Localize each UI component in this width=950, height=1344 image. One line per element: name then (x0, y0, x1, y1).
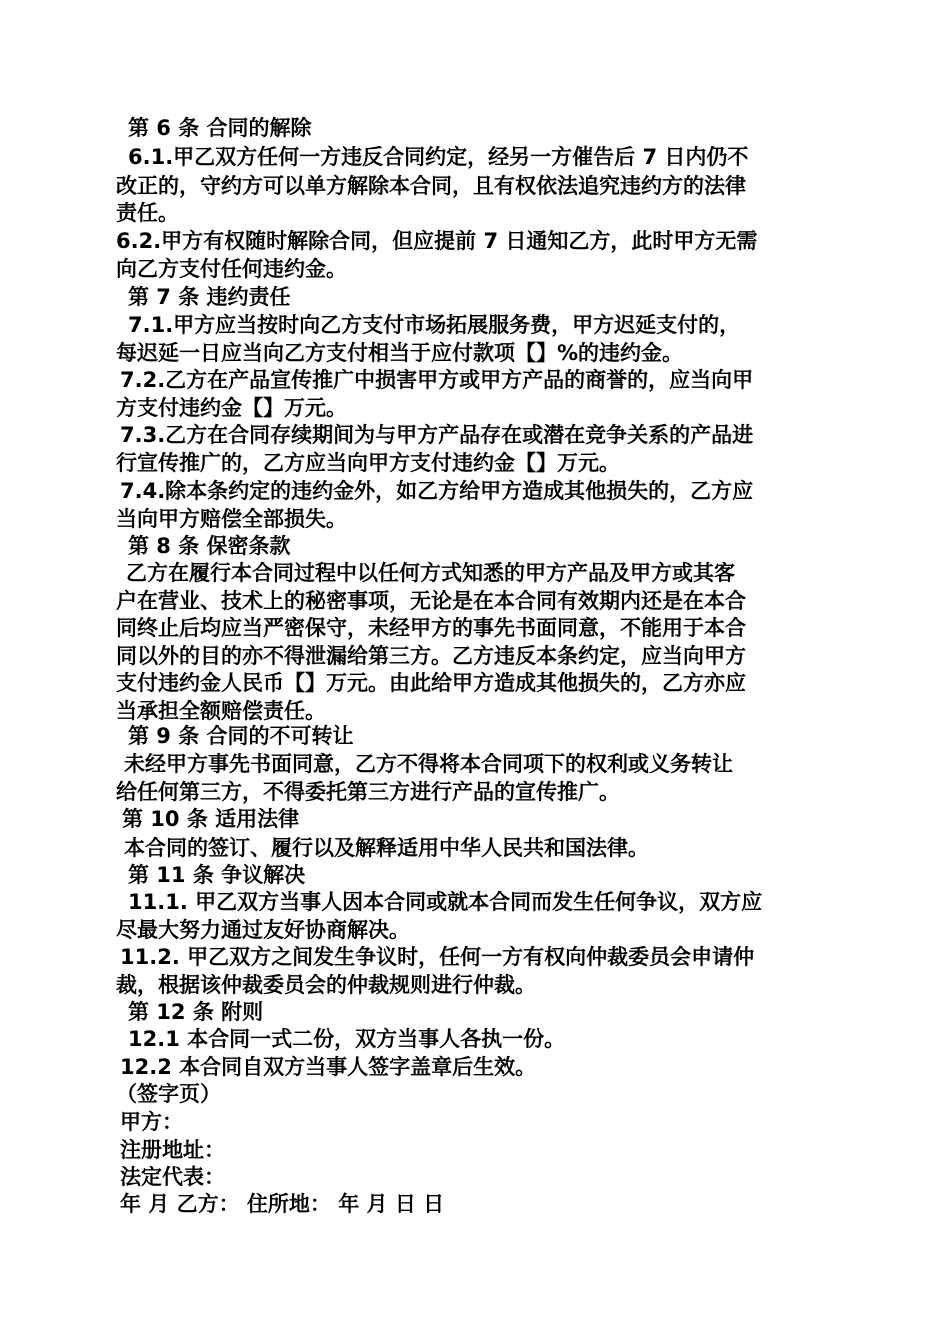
party-a-label: 甲方： (120, 1110, 183, 1134)
paragraph-line: 11.2. 甲乙双方之间发生争议时，任何一方有权向仲裁委员会申请仲 (120, 945, 755, 969)
paragraph-line: 每迟延一日应当向乙方支付相当于应付款项【】%的违约金。 (116, 341, 684, 365)
paragraph-line: 改正的，守约方可以单方解除本合同，且有权依法追究违约方的法律 (116, 174, 746, 198)
paragraph-line: 6.2.甲方有权随时解除合同，但应提前 7 日通知乙方，此时甲方无需 (116, 229, 758, 253)
paragraph-line: 7.3.乙方在合同存续期间为与甲方产品存在或潜在竞争关系的产品进 (120, 423, 754, 447)
paragraph-line: 责任。 (116, 201, 179, 225)
section-heading-6: 第 6 条 合同的解除 (128, 116, 312, 140)
section-heading-10: 第 10 条 适用法律 (122, 807, 300, 831)
paragraph-line: 同以外的目的亦不得泄漏给第三方。乙方违反本条约定，应当向甲方 (116, 644, 746, 668)
paragraph-line: 未经甲方事先书面同意，乙方不得将本合同项下的权利或义务转让 (124, 752, 733, 776)
paragraph-line: 乙方在履行本合同过程中以任何方式知悉的甲方产品及甲方或其客 (126, 561, 735, 585)
paragraph-line: 12.2 本合同自双方当事人签字盖章后生效。 (120, 1055, 537, 1079)
paragraph-line: 本合同的签订、履行以及解释适用中华人民共和国法律。 (124, 836, 649, 860)
section-heading-7: 第 7 条 违约责任 (128, 285, 291, 309)
paragraph-line: 向乙方支付任何违约金。 (116, 257, 347, 281)
section-heading-12: 第 12 条 附则 (128, 1000, 264, 1024)
section-heading-8: 第 8 条 保密条款 (128, 534, 291, 558)
registered-address-label: 注册地址： (120, 1138, 225, 1162)
paragraph-line: 7.1.甲方应当按时向乙方支付市场拓展服务费，甲方迟延支付的， (128, 313, 741, 337)
paragraph-line: 尽最大努力通过友好协商解决。 (116, 918, 410, 942)
paragraph-line: 7.2.乙方在产品宣传推广中损害甲方或甲方产品的商誉的，应当向甲 (120, 368, 754, 392)
paragraph-line: 12.1 本合同一式二份，双方当事人各执一份。 (128, 1027, 566, 1051)
paragraph-line: 方支付违约金【】万元。 (116, 396, 347, 420)
paragraph-line: 户在营业、技术上的秘密事项，无论是在本合同有效期内还是在本合 (116, 589, 746, 613)
paragraph-line: 6.1.甲乙双方任何一方违反合同约定，经另一方催告后 7 日内仍不 (128, 145, 749, 169)
paragraph-line: 同终止后均应当严密保守，未经甲方的事先书面同意，不能用于本合 (116, 616, 746, 640)
paragraph-line: 给任何第三方，不得委托第三方进行产品的宣传推广。 (116, 780, 620, 804)
paragraph-line: 11.1. 甲乙双方当事人因本合同或就本合同而发生任何争议，双方应 (128, 890, 763, 914)
paragraph-line: 行宣传推广的，乙方应当向甲方支付违约金【】万元。 (116, 451, 620, 475)
signature-page-label: （签字页） (116, 1082, 221, 1106)
section-heading-9: 第 9 条 合同的不可转让 (128, 724, 354, 748)
paragraph-line: 当承担全额赔偿责任。 (116, 699, 326, 723)
paragraph-line: 7.4.除本条约定的违约金外，如乙方给甲方造成其他损失的，乙方应 (120, 479, 754, 503)
signature-date-line: 年 月 乙方： 住所地： 年 月 日 日 (120, 1192, 445, 1216)
legal-representative-label: 法定代表： (120, 1165, 225, 1189)
section-heading-11: 第 11 条 争议解决 (128, 863, 306, 887)
paragraph-line: 当向甲方赔偿全部损失。 (116, 507, 347, 531)
paragraph-line: 裁，根据该仲裁委员会的仲裁规则进行仲裁。 (116, 973, 536, 997)
paragraph-line: 支付违约金人民币【】万元。由此给甲方造成其他损失的，乙方亦应 (116, 671, 746, 695)
